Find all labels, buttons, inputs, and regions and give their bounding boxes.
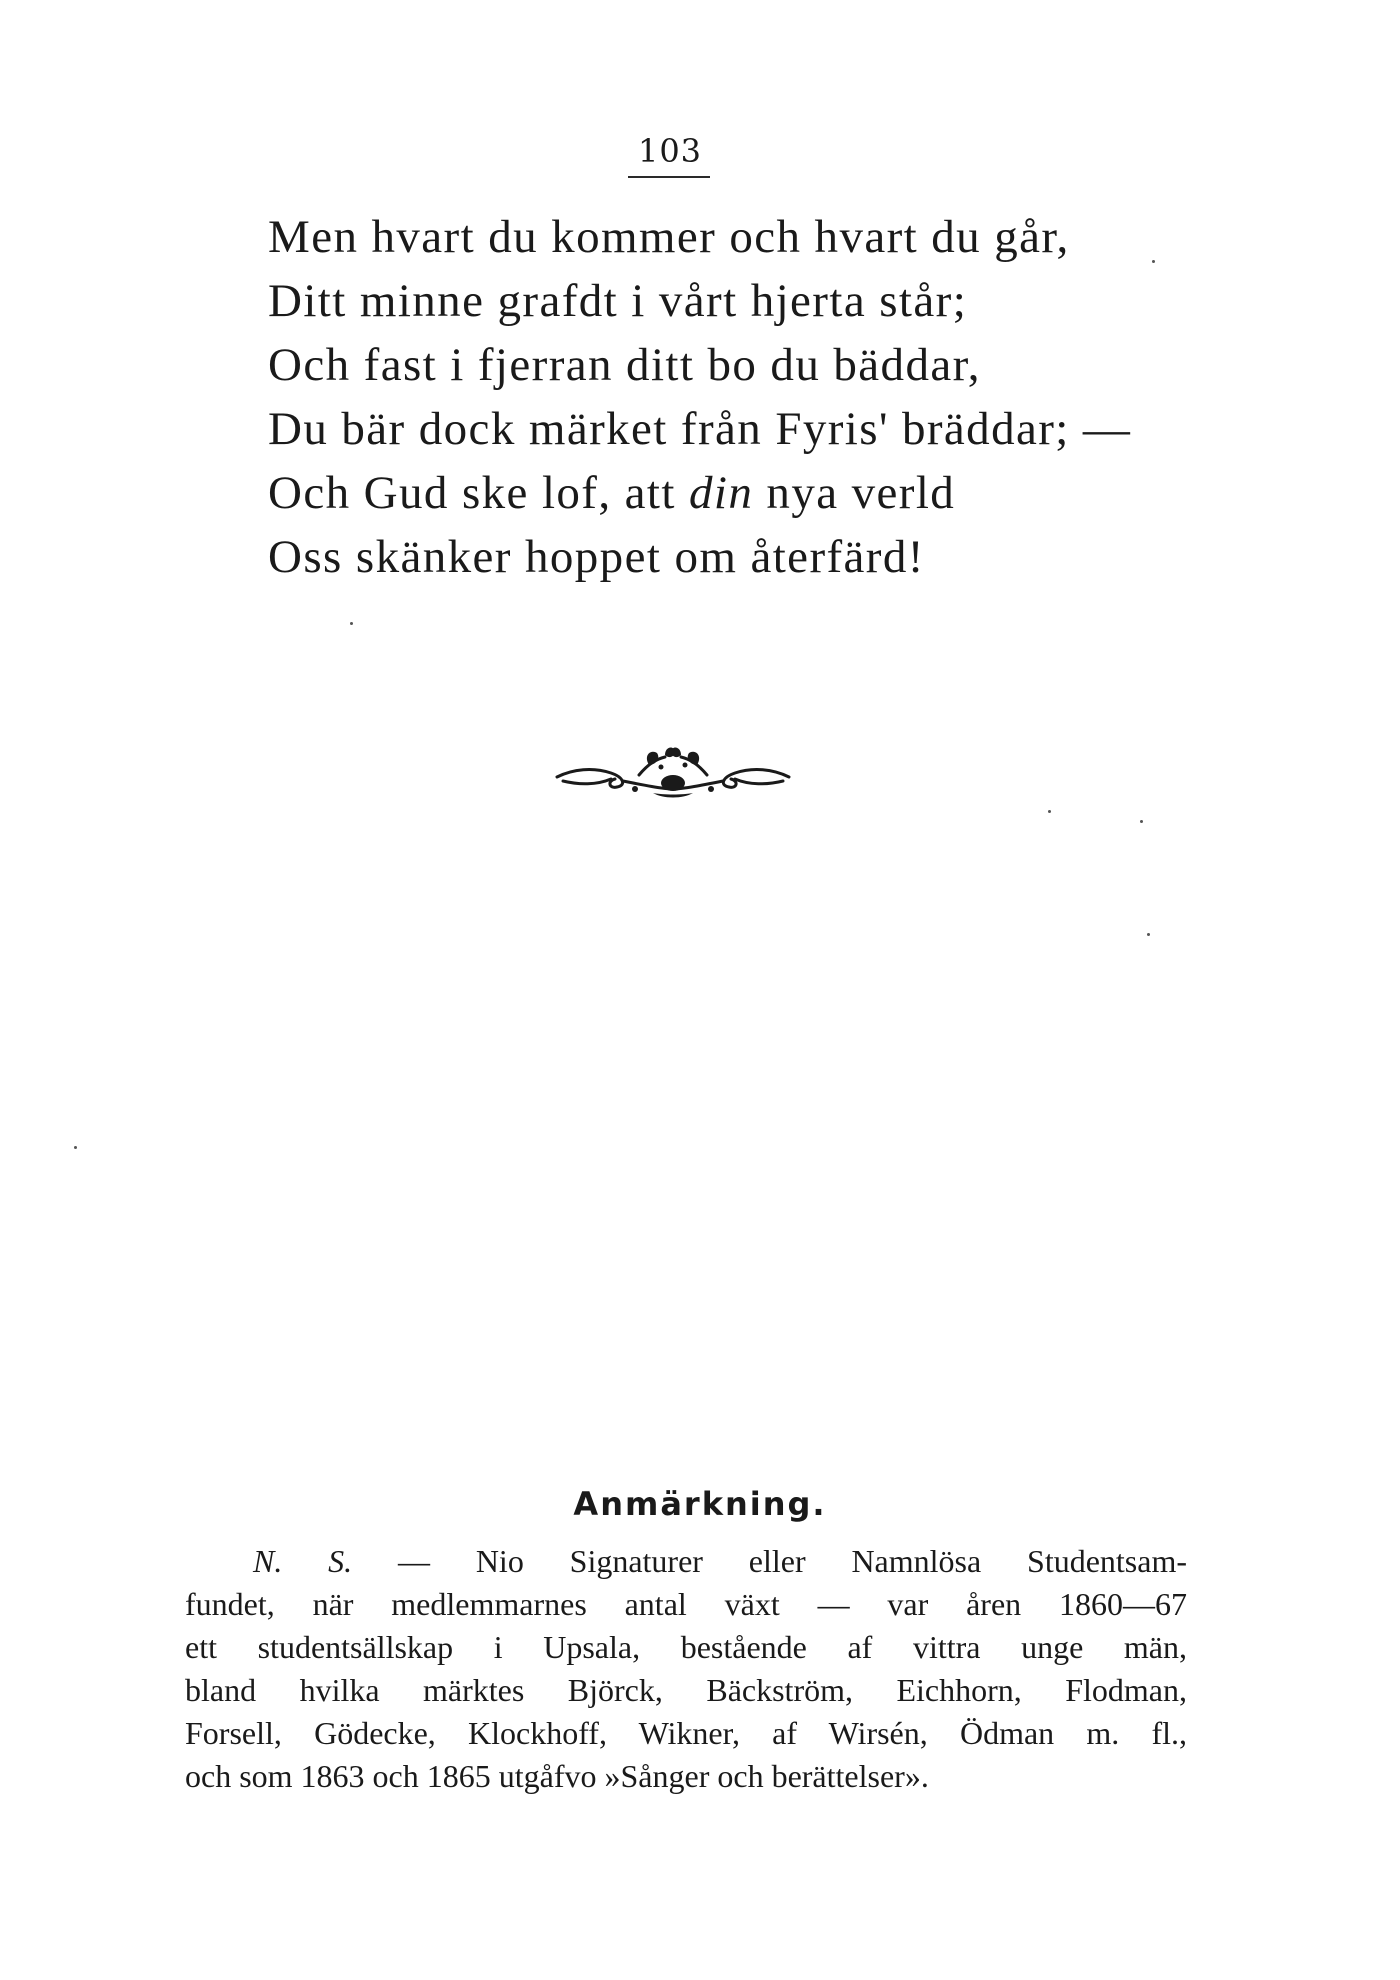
print-speck <box>1147 933 1150 936</box>
poem-line-3: Och fast i fjerran ditt bo du bäddar, <box>268 339 981 391</box>
note-heading: Anmärkning. <box>573 1485 827 1523</box>
print-speck <box>1140 820 1143 823</box>
note-line-6: och som 1863 och 1865 utgåfvo »Sånger och berättelser». <box>185 1758 929 1794</box>
poem-line-5-start: Och Gud ske lof, att <box>268 467 676 519</box>
poem-line-1: Men hvart du kommer och hvart du går, <box>268 211 1070 263</box>
print-speck <box>74 1146 77 1149</box>
note-paragraph <box>185 1540 1187 1798</box>
poem-line-2: Ditt minne grafdt i vårt hjerta står; <box>268 275 968 327</box>
note-line-5: Forsell, Gödecke, Klockhoff, Wikner, af Wirsén, Ödman m. fl., <box>185 1715 1187 1751</box>
poem-line-5-italic-word: din <box>689 467 754 519</box>
print-speck <box>1048 810 1051 813</box>
poem-stanza <box>268 205 1132 589</box>
note-line-1 <box>185 1540 1187 1583</box>
page-number: 103 <box>637 132 703 170</box>
note-abbreviation: N. S. <box>253 1543 353 1579</box>
note-line-3: ett studentsällskap i Upsala, bestående af vittra unge män, <box>185 1629 1187 1665</box>
note-line-2: fundet, när medlemmarnes antal växt — var åren 1860—67 <box>185 1586 1187 1622</box>
poem-line-4: Du bär dock märket från Fyris' bräddar; — <box>268 403 1132 455</box>
floral-vignette-icon <box>553 745 793 805</box>
poem-line-6: Oss skänker hoppet om återfärd! <box>268 531 925 583</box>
poem-line-5 <box>268 461 1128 525</box>
print-speck <box>1152 260 1155 263</box>
note-line-4: bland hvilka märktes Björck, Bäckström, Eichhorn, Flodman, <box>185 1672 1187 1708</box>
print-speck <box>350 622 353 625</box>
note-line-1-text: — Nio Signaturer eller Namnlösa Studentsam- <box>352 1543 1188 1579</box>
page-number-rule <box>628 176 710 178</box>
poem-line-5-end: nya verld <box>753 467 956 519</box>
